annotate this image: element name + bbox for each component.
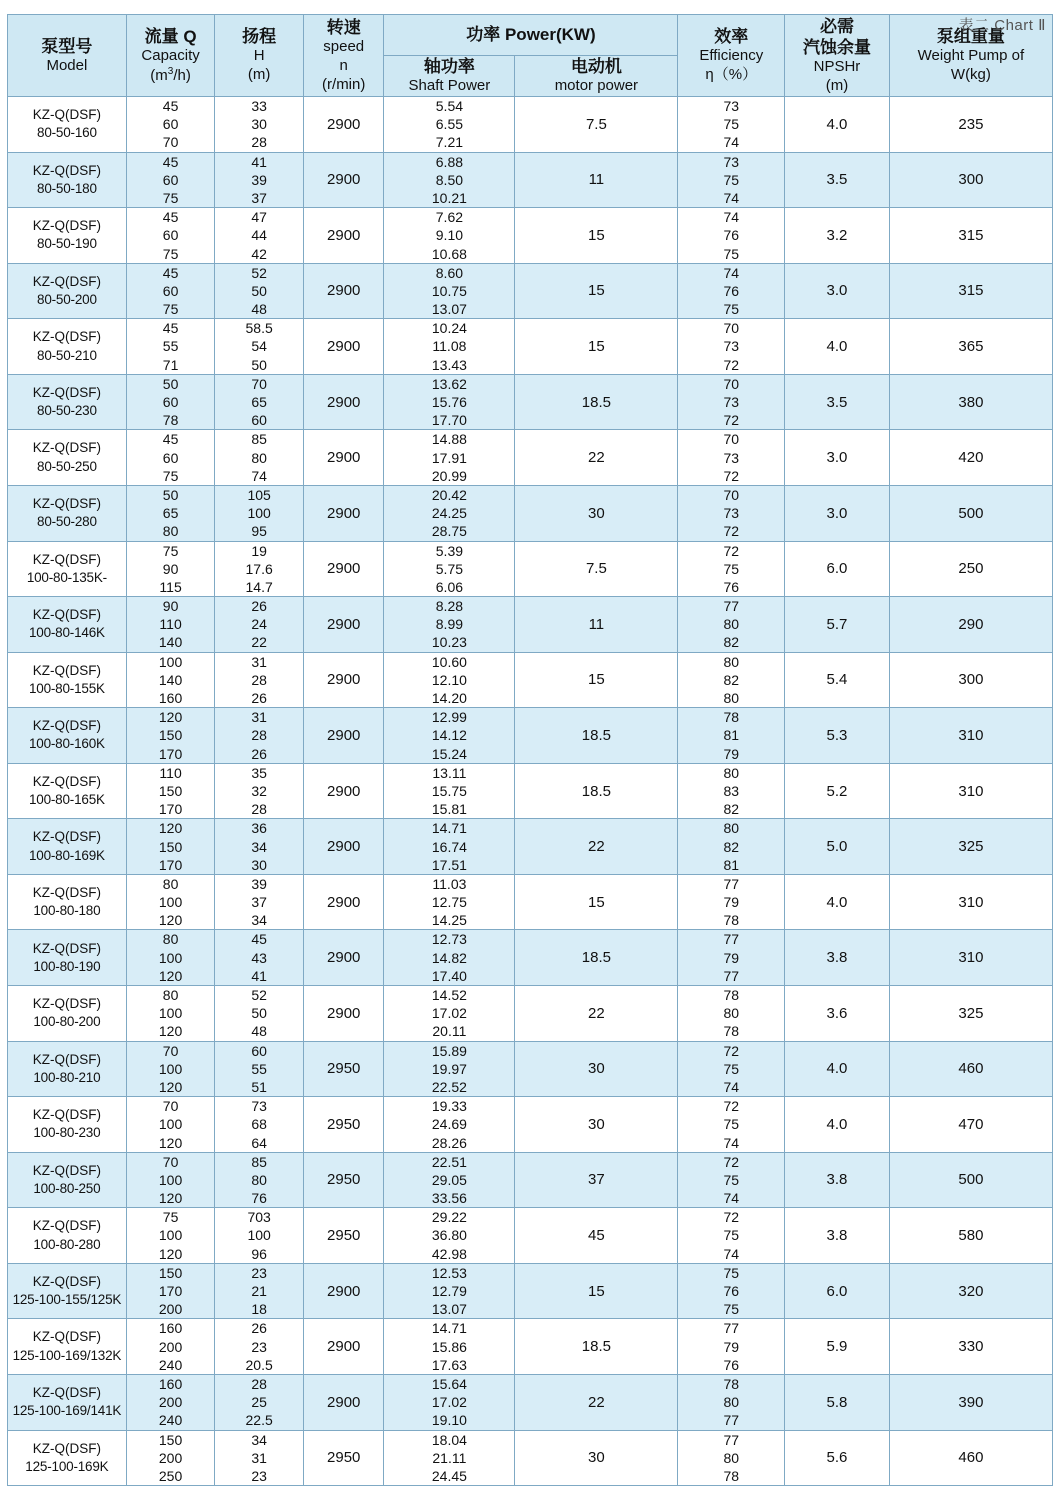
cell-motor-power: 15: [515, 263, 678, 319]
cell-weight: 310: [889, 930, 1052, 986]
cell-speed: 2900: [303, 152, 384, 208]
cell-capacity: 150 200 250: [126, 1430, 215, 1486]
cell-capacity: 70 100 120: [126, 1097, 215, 1153]
cell-shaft-power: 6.88 8.50 10.21: [384, 152, 515, 208]
cell-weight: 470: [889, 1097, 1052, 1153]
cell-head: 36 34 30: [215, 819, 304, 875]
cell-capacity: 50 60 78: [126, 374, 215, 430]
cell-shaft-power: 29.22 36.80 42.98: [384, 1208, 515, 1264]
cell-efficiency: 72 75 74: [678, 1152, 785, 1208]
cell-shaft-power: 14.52 17.02 20.11: [384, 986, 515, 1042]
header-speed-cn: 转速: [326, 17, 361, 37]
cell-weight: 460: [889, 1041, 1052, 1097]
table-row: [8, 208, 1053, 264]
table-row: [8, 485, 1053, 541]
cell-motor-power: 22: [515, 430, 678, 486]
cell-capacity: 120 150 170: [126, 819, 215, 875]
cell-weight: 310: [889, 708, 1052, 764]
cell-capacity: 50 65 80: [126, 485, 215, 541]
cell-efficiency: 77 79 78: [678, 874, 785, 930]
cell-weight: 330: [889, 1319, 1052, 1375]
cell-efficiency: 72 75 74: [678, 1097, 785, 1153]
cell-shaft-power: 8.28 8.99 10.23: [384, 597, 515, 653]
cell-efficiency: 77 80 78: [678, 1430, 785, 1486]
cell-motor-power: 30: [515, 1430, 678, 1486]
cell-npshr: 3.0: [785, 263, 890, 319]
header-capacity-unit: $(m^3/h)$: [150, 65, 191, 84]
cell-shaft-power: 14.71 15.86 17.63: [384, 1319, 515, 1375]
header-npshr-cn1: 必需: [819, 16, 854, 36]
cell-npshr: 5.2: [785, 763, 890, 819]
cell-head: 33 30 28: [215, 97, 304, 153]
cell-shaft-power: 7.62 9.10 10.68: [384, 208, 515, 264]
cell-model: KZ-Q(DSF) 100-80-250: [8, 1152, 127, 1208]
cell-head: 28 25 22.5: [215, 1374, 304, 1430]
cell-speed: 2900: [303, 541, 384, 597]
table-row: [8, 430, 1053, 486]
header-weight-unit: W(kg): [950, 66, 991, 84]
cell-speed: 2900: [303, 208, 384, 264]
header-shaft-power-en: Shaft Power: [408, 77, 491, 95]
cell-efficiency: 77 79 77: [678, 930, 785, 986]
cell-speed: 2900: [303, 374, 384, 430]
cell-npshr: 5.6: [785, 1430, 890, 1486]
cell-speed: 2950: [303, 1152, 384, 1208]
cell-efficiency: 73 75 74: [678, 152, 785, 208]
cell-model: KZ-Q(DSF) 80-50-250: [8, 430, 127, 486]
cell-npshr: 5.4: [785, 652, 890, 708]
header-efficiency-en: Efficiency: [699, 47, 764, 65]
cell-capacity: 160 200 240: [126, 1319, 215, 1375]
cell-efficiency: 77 80 82: [678, 597, 785, 653]
cell-speed: 2900: [303, 819, 384, 875]
cell-npshr: 6.0: [785, 541, 890, 597]
cell-efficiency: 70 73 72: [678, 374, 785, 430]
cell-weight: 500: [889, 485, 1052, 541]
cell-head: 26 24 22: [215, 597, 304, 653]
cell-capacity: 45 60 75: [126, 263, 215, 319]
table-row: [8, 597, 1053, 653]
cell-motor-power: 11: [515, 597, 678, 653]
cell-npshr: 5.8: [785, 1374, 890, 1430]
cell-speed: 2900: [303, 97, 384, 153]
cell-model: KZ-Q(DSF) 100-80-155K: [8, 652, 127, 708]
cell-motor-power: 30: [515, 1041, 678, 1097]
cell-npshr: 4.0: [785, 97, 890, 153]
spec-sheet-page: [0, 14, 1060, 1484]
cell-model: KZ-Q(DSF) 125-100-169/132K: [8, 1319, 127, 1375]
cell-speed: 2950: [303, 1208, 384, 1264]
cell-npshr: 3.5: [785, 152, 890, 208]
cell-model: KZ-Q(DSF) 125-100-169K: [8, 1430, 127, 1486]
table-row: [8, 652, 1053, 708]
cell-weight: 580: [889, 1208, 1052, 1264]
cell-model: KZ-Q(DSF) 100-80-200: [8, 986, 127, 1042]
header-head-unit: (m): [247, 66, 271, 84]
cell-head: 31 28 26: [215, 708, 304, 764]
cell-speed: 2900: [303, 763, 384, 819]
table-row: [8, 1152, 1053, 1208]
cell-capacity: 45 55 71: [126, 319, 215, 375]
header-weight-cn: 泵组重量: [936, 27, 1005, 47]
cell-weight: 460: [889, 1430, 1052, 1486]
table-row: [8, 874, 1053, 930]
cell-shaft-power: 15.89 19.97 22.52: [384, 1041, 515, 1097]
cell-capacity: 80 100 120: [126, 930, 215, 986]
cell-speed: 2950: [303, 1041, 384, 1097]
cell-npshr: 4.0: [785, 1041, 890, 1097]
table-row: [8, 541, 1053, 597]
cell-shaft-power: 10.24 11.08 13.43: [384, 319, 515, 375]
header-model-cn: 泵型号: [41, 36, 93, 56]
cell-efficiency: 77 79 76: [678, 1319, 785, 1375]
header-speed: [303, 15, 384, 97]
table-header: [8, 15, 1053, 97]
cell-shaft-power: 18.04 21.11 24.45: [384, 1430, 515, 1486]
cell-efficiency: 80 82 81: [678, 819, 785, 875]
cell-capacity: 90 110 140: [126, 597, 215, 653]
header-npshr-en: NPSHr: [813, 58, 861, 75]
cell-model: KZ-Q(DSF) 80-50-160: [8, 97, 127, 153]
cell-model: KZ-Q(DSF) 80-50-230: [8, 374, 127, 430]
cell-shaft-power: 20.42 24.25 28.75: [384, 485, 515, 541]
cell-shaft-power: 12.73 14.82 17.40: [384, 930, 515, 986]
cell-npshr: 5.3: [785, 708, 890, 764]
table-row: [8, 152, 1053, 208]
cell-weight: 290: [889, 597, 1052, 653]
cell-efficiency: 70 73 72: [678, 485, 785, 541]
cell-motor-power: 18.5: [515, 1319, 678, 1375]
cell-speed: 2900: [303, 430, 384, 486]
table-row: [8, 1374, 1053, 1430]
cell-shaft-power: 14.71 16.74 17.51: [384, 819, 515, 875]
cell-efficiency: 75 76 75: [678, 1263, 785, 1319]
cell-weight: 315: [889, 208, 1052, 264]
cell-motor-power: 22: [515, 986, 678, 1042]
cell-head: 35 32 28: [215, 763, 304, 819]
header-motor-power-en: motor power: [554, 77, 639, 95]
cell-head: 52 50 48: [215, 263, 304, 319]
cell-weight: 235: [889, 97, 1052, 153]
cell-capacity: 110 150 170: [126, 763, 215, 819]
cell-npshr: 5.0: [785, 819, 890, 875]
cell-efficiency: 78 80 78: [678, 986, 785, 1042]
cell-model: KZ-Q(DSF) 100-80-190: [8, 930, 127, 986]
cell-model: KZ-Q(DSF) 80-50-280: [8, 485, 127, 541]
table-row: [8, 319, 1053, 375]
cell-capacity: 45 60 75: [126, 208, 215, 264]
cell-motor-power: 15: [515, 652, 678, 708]
cell-motor-power: 22: [515, 819, 678, 875]
cell-weight: 365: [889, 319, 1052, 375]
cell-capacity: 120 150 170: [126, 708, 215, 764]
table-row: [8, 97, 1053, 153]
cell-model: KZ-Q(DSF) 100-80-210: [8, 1041, 127, 1097]
cell-npshr: 4.0: [785, 319, 890, 375]
cell-weight: 310: [889, 874, 1052, 930]
cell-shaft-power: 5.39 5.75 6.06: [384, 541, 515, 597]
cell-shaft-power: 19.33 24.69 28.26: [384, 1097, 515, 1153]
cell-speed: 2900: [303, 263, 384, 319]
cell-model: KZ-Q(DSF) 125-100-155/125K: [8, 1263, 127, 1319]
cell-shaft-power: 14.88 17.91 20.99: [384, 430, 515, 486]
table-row: [8, 763, 1053, 819]
cell-weight: 300: [889, 152, 1052, 208]
cell-motor-power: 18.5: [515, 930, 678, 986]
cell-shaft-power: 12.53 12.79 13.07: [384, 1263, 515, 1319]
cell-weight: 325: [889, 819, 1052, 875]
table-row: [8, 1208, 1053, 1264]
chart-label: 表二 Chart Ⅱ: [958, 17, 1046, 34]
cell-motor-power: 11: [515, 152, 678, 208]
header-npshr-unit: (m): [825, 76, 849, 94]
cell-npshr: 3.5: [785, 374, 890, 430]
cell-shaft-power: 10.60 12.10 14.20: [384, 652, 515, 708]
cell-shaft-power: 22.51 29.05 33.56: [384, 1152, 515, 1208]
cell-speed: 2900: [303, 1263, 384, 1319]
cell-weight: 420: [889, 430, 1052, 486]
header-efficiency-unit: η（%）: [705, 66, 758, 84]
header-model-en: Model: [46, 56, 88, 74]
cell-model: KZ-Q(DSF) 80-50-190: [8, 208, 127, 264]
header-speed-en: speed: [323, 38, 365, 55]
cell-head: 703 100 96: [215, 1208, 304, 1264]
cell-model: KZ-Q(DSF) 100-80-146K: [8, 597, 127, 653]
table-row: [8, 1097, 1053, 1153]
table-body: [8, 97, 1053, 1486]
cell-head: 26 23 20.5: [215, 1319, 304, 1375]
cell-npshr: 5.9: [785, 1319, 890, 1375]
cell-head: 58.5 54 50: [215, 319, 304, 375]
cell-head: 105 100 95: [215, 485, 304, 541]
cell-motor-power: 22: [515, 1374, 678, 1430]
cell-head: 41 39 37: [215, 152, 304, 208]
cell-shaft-power: 11.03 12.75 14.25: [384, 874, 515, 930]
header-efficiency: [678, 15, 785, 97]
cell-npshr: 3.8: [785, 930, 890, 986]
cell-shaft-power: 12.99 14.12 15.24: [384, 708, 515, 764]
cell-motor-power: 15: [515, 208, 678, 264]
cell-model: KZ-Q(DSF) 80-50-180: [8, 152, 127, 208]
cell-efficiency: 74 76 75: [678, 263, 785, 319]
cell-npshr: 3.8: [785, 1208, 890, 1264]
cell-motor-power: 15: [515, 1263, 678, 1319]
header-shaft-power: [384, 56, 515, 97]
cell-speed: 2900: [303, 1319, 384, 1375]
cell-shaft-power: 8.60 10.75 13.07: [384, 263, 515, 319]
cell-capacity: 45 60 75: [126, 430, 215, 486]
cell-motor-power: 18.5: [515, 374, 678, 430]
header-motor-power: [515, 56, 678, 97]
cell-motor-power: 7.5: [515, 541, 678, 597]
cell-efficiency: 70 73 72: [678, 430, 785, 486]
cell-motor-power: 37: [515, 1152, 678, 1208]
table-row: [8, 263, 1053, 319]
cell-model: KZ-Q(DSF) 100-80-280: [8, 1208, 127, 1264]
cell-speed: 2900: [303, 319, 384, 375]
table-row: [8, 930, 1053, 986]
cell-capacity: 160 200 240: [126, 1374, 215, 1430]
cell-npshr: 3.2: [785, 208, 890, 264]
header-capacity-cn: 流量 Q: [144, 26, 197, 46]
cell-npshr: 3.6: [785, 986, 890, 1042]
cell-model: KZ-Q(DSF) 100-80-135K-: [8, 541, 127, 597]
cell-speed: 2900: [303, 597, 384, 653]
cell-head: 45 43 41: [215, 930, 304, 986]
header-model: [8, 15, 127, 97]
cell-npshr: 5.7: [785, 597, 890, 653]
cell-weight: 315: [889, 263, 1052, 319]
cell-npshr: 3.0: [785, 430, 890, 486]
header-weight-en: Weight Pump of: [917, 47, 1025, 65]
cell-head: 60 55 51: [215, 1041, 304, 1097]
cell-speed: 2900: [303, 485, 384, 541]
header-npshr: [785, 15, 890, 97]
cell-capacity: 45 60 70: [126, 97, 215, 153]
cell-weight: 320: [889, 1263, 1052, 1319]
cell-model: KZ-Q(DSF) 125-100-169/141K: [8, 1374, 127, 1430]
cell-head: 47 44 42: [215, 208, 304, 264]
cell-motor-power: 15: [515, 874, 678, 930]
cell-weight: 310: [889, 763, 1052, 819]
pump-specification-table: [7, 14, 1053, 1486]
cell-capacity: 80 100 120: [126, 874, 215, 930]
cell-shaft-power: 13.62 15.76 17.70: [384, 374, 515, 430]
cell-efficiency: 74 76 75: [678, 208, 785, 264]
cell-capacity: 150 170 200: [126, 1263, 215, 1319]
header-efficiency-cn: 效率: [714, 27, 749, 47]
cell-speed: 2900: [303, 986, 384, 1042]
cell-speed: 2950: [303, 1430, 384, 1486]
cell-capacity: 45 60 75: [126, 152, 215, 208]
cell-shaft-power: 15.64 17.02 19.10: [384, 1374, 515, 1430]
cell-weight: 325: [889, 986, 1052, 1042]
cell-motor-power: 30: [515, 1097, 678, 1153]
cell-efficiency: 72 75 76: [678, 541, 785, 597]
cell-model: KZ-Q(DSF) 100-80-169K: [8, 819, 127, 875]
cell-motor-power: 7.5: [515, 97, 678, 153]
cell-speed: 2900: [303, 1374, 384, 1430]
cell-motor-power: 45: [515, 1208, 678, 1264]
cell-motor-power: 15: [515, 319, 678, 375]
cell-model: KZ-Q(DSF) 100-80-165K: [8, 763, 127, 819]
cell-shaft-power: 5.54 6.55 7.21: [384, 97, 515, 153]
table-row: [8, 708, 1053, 764]
cell-efficiency: 70 73 72: [678, 319, 785, 375]
cell-efficiency: 80 83 82: [678, 763, 785, 819]
cell-shaft-power: 13.11 15.75 15.81: [384, 763, 515, 819]
cell-npshr: 3.8: [785, 1152, 890, 1208]
cell-weight: 390: [889, 1374, 1052, 1430]
cell-head: 85 80 74: [215, 430, 304, 486]
cell-weight: 250: [889, 541, 1052, 597]
cell-capacity: 100 140 160: [126, 652, 215, 708]
table-row: [8, 1041, 1053, 1097]
cell-efficiency: 73 75 74: [678, 97, 785, 153]
cell-npshr: 6.0: [785, 1263, 890, 1319]
table-row: [8, 1263, 1053, 1319]
header-head-sym: H: [253, 47, 265, 65]
table-row: [8, 1319, 1053, 1375]
cell-efficiency: 72 75 74: [678, 1041, 785, 1097]
cell-capacity: 70 100 120: [126, 1152, 215, 1208]
cell-capacity: 75 90 115: [126, 541, 215, 597]
header-motor-power-cn: 电动机: [570, 57, 622, 76]
header-head-cn: 扬程: [242, 27, 277, 47]
cell-npshr: 4.0: [785, 1097, 890, 1153]
table-row: [8, 374, 1053, 430]
cell-weight: 380: [889, 374, 1052, 430]
cell-npshr: 4.0: [785, 874, 890, 930]
cell-speed: 2900: [303, 874, 384, 930]
cell-speed: 2900: [303, 652, 384, 708]
cell-head: 85 80 76: [215, 1152, 304, 1208]
cell-capacity: 75 100 120: [126, 1208, 215, 1264]
cell-model: KZ-Q(DSF) 100-80-180: [8, 874, 127, 930]
cell-efficiency: 78 81 79: [678, 708, 785, 764]
cell-speed: 2900: [303, 708, 384, 764]
header-npshr-cn2: 汽蚀余量: [802, 37, 871, 57]
cell-capacity: 80 100 120: [126, 986, 215, 1042]
cell-head: 70 65 60: [215, 374, 304, 430]
cell-efficiency: 78 80 77: [678, 1374, 785, 1430]
table-row: [8, 819, 1053, 875]
cell-speed: 2900: [303, 930, 384, 986]
cell-motor-power: 18.5: [515, 708, 678, 764]
cell-speed: 2950: [303, 1097, 384, 1153]
cell-efficiency: 80 82 80: [678, 652, 785, 708]
cell-capacity: 70 100 120: [126, 1041, 215, 1097]
cell-weight: 300: [889, 652, 1052, 708]
cell-head: 31 28 26: [215, 652, 304, 708]
header-speed-unit: (r/min): [322, 75, 366, 93]
cell-head: 23 21 18: [215, 1263, 304, 1319]
header-capacity-en: Capacity: [141, 46, 200, 64]
cell-head: 34 31 23: [215, 1430, 304, 1486]
table-row: [8, 986, 1053, 1042]
cell-motor-power: 18.5: [515, 763, 678, 819]
cell-head: 39 37 34: [215, 874, 304, 930]
cell-head: 52 50 48: [215, 986, 304, 1042]
cell-motor-power: 30: [515, 485, 678, 541]
cell-model: KZ-Q(DSF) 100-80-230: [8, 1097, 127, 1153]
cell-head: 19 17.6 14.7: [215, 541, 304, 597]
cell-model: KZ-Q(DSF) 80-50-200: [8, 263, 127, 319]
cell-head: 73 68 64: [215, 1097, 304, 1153]
header-speed-sym: n: [339, 56, 348, 74]
header-shaft-power-cn: 轴功率: [423, 57, 475, 76]
cell-npshr: 3.0: [785, 485, 890, 541]
header-capacity: [126, 15, 215, 97]
cell-weight: 500: [889, 1152, 1052, 1208]
cell-model: KZ-Q(DSF) 80-50-210: [8, 319, 127, 375]
header-power-group: 功率 Power(KW): [384, 15, 678, 56]
cell-model: KZ-Q(DSF) 100-80-160K: [8, 708, 127, 764]
header-head: [215, 15, 304, 97]
cell-efficiency: 72 75 74: [678, 1208, 785, 1264]
table-row: [8, 1430, 1053, 1486]
